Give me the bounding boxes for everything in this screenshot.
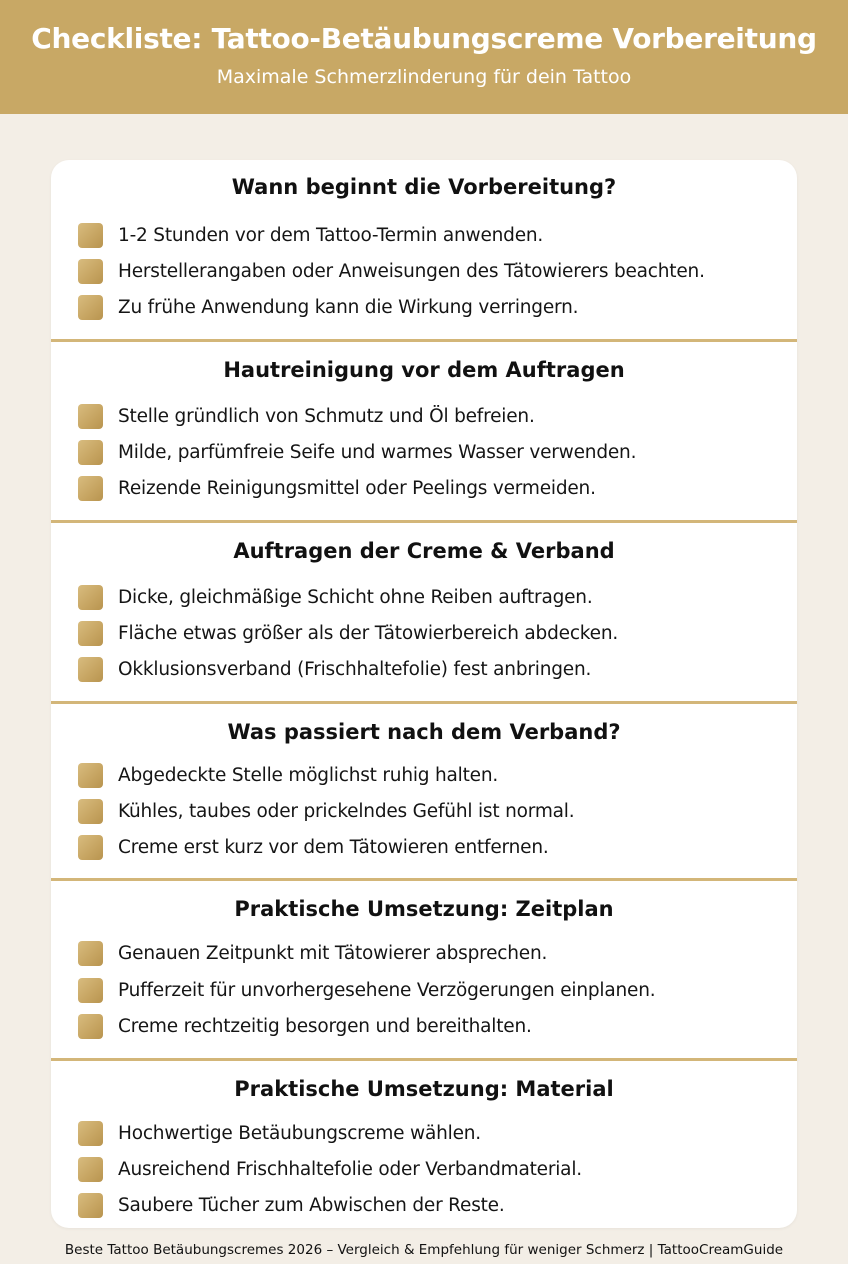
checkbox[interactable] [78, 978, 103, 1003]
checklist-item [78, 259, 778, 283]
section-divider [51, 1058, 797, 1061]
section-title: Hautreinigung vor dem Auftragen [223, 358, 625, 382]
checklist-item [78, 799, 778, 823]
checkbox[interactable] [78, 1121, 103, 1146]
checklist-item-label: Abgedeckte Stelle möglichst ruhig halten. [118, 764, 499, 786]
checklist-item [78, 1014, 778, 1038]
checklist-item-label: Zu frühe Anwendung kann die Wirkung verringern. [118, 296, 579, 318]
section-apply-cream [51, 524, 797, 702]
checklist-item-label: Creme erst kurz vor dem Tätowieren entfernen. [118, 836, 549, 858]
checkbox[interactable] [78, 476, 103, 501]
section-after-bandage [51, 705, 797, 878]
checklist-item [78, 1157, 778, 1181]
checklist-item-label: Creme rechtzeitig besorgen und bereithalten. [118, 1015, 532, 1037]
header-banner [0, 0, 848, 114]
checklist-item-label: 1-2 Stunden vor dem Tattoo-Termin anwenden. [118, 224, 544, 246]
checklist-item-label: Stelle gründlich von Schmutz und Öl befreien. [118, 405, 535, 427]
checklist-item-label: Dicke, gleichmäßige Schicht ohne Reiben auftragen. [118, 586, 593, 608]
section-title: Praktische Umsetzung: Material [234, 1077, 614, 1101]
section-divider [51, 878, 797, 881]
checkbox[interactable] [78, 941, 103, 966]
checkbox[interactable] [78, 259, 103, 284]
section-divider [51, 701, 797, 704]
checkbox[interactable] [78, 1193, 103, 1218]
checklist-item-label: Ausreichend Frischhaltefolie oder Verbandmaterial. [118, 1158, 582, 1180]
checklist-item-label: Milde, parfümfreie Seife und warmes Wasser verwenden. [118, 441, 637, 463]
checklist-item-label: Kühles, taubes oder prickelndes Gefühl ist normal. [118, 800, 575, 822]
checklist-item [78, 621, 778, 645]
checkbox[interactable] [78, 763, 103, 788]
checklist-item [78, 295, 778, 319]
checkbox[interactable] [78, 799, 103, 824]
checklist-item [78, 657, 778, 681]
checklist-item [78, 223, 778, 247]
checklist-item [78, 1121, 778, 1145]
checklist-item [78, 404, 778, 428]
checklist-item [78, 941, 778, 965]
checkbox[interactable] [78, 1014, 103, 1039]
section-title: Was passiert nach dem Verband? [227, 720, 621, 744]
section-preparation-timing [51, 160, 797, 340]
section-title: Praktische Umsetzung: Zeitplan [234, 897, 614, 921]
checklist-item [78, 585, 778, 609]
checkbox[interactable] [78, 835, 103, 860]
section-divider [51, 520, 797, 523]
page-subtitle: Maximale Schmerzlinderung für dein Tattoo [216, 66, 632, 88]
checklist-item-label: Herstellerangaben oder Anweisungen des Tätowierers beachten. [118, 260, 705, 282]
checklist-item-label: Okklusionsverband (Frischhaltefolie) fest anbringen. [118, 658, 592, 680]
checklist-item [78, 763, 778, 787]
section-title: Auftragen der Creme & Verband [233, 539, 615, 563]
page-title: Checkliste: Tattoo-Betäubungscreme Vorbereitung [31, 22, 817, 55]
footer-credit: Beste Tattoo Betäubungscremes 2026 – Vergleich & Empfehlung für weniger Schmerz | TattooCreamGuide [64, 1242, 784, 1258]
checkbox[interactable] [78, 295, 103, 320]
checklist-item [78, 476, 778, 500]
checklist-card [51, 160, 797, 1228]
checklist-item-label: Reizende Reinigungsmittel oder Peelings vermeiden. [118, 477, 596, 499]
checklist-item [78, 1193, 778, 1217]
section-schedule [51, 882, 797, 1058]
checkbox[interactable] [78, 621, 103, 646]
checkbox[interactable] [78, 1157, 103, 1182]
checklist-item-label: Pufferzeit für unvorhergesehene Verzögerungen einplanen. [118, 979, 656, 1001]
checklist-item-label: Fläche etwas größer als der Tätowierbereich abdecken. [118, 622, 619, 644]
section-skin-cleaning [51, 343, 797, 521]
checklist-item [78, 440, 778, 464]
checkbox[interactable] [78, 657, 103, 682]
checklist-item-label: Hochwertige Betäubungscreme wählen. [118, 1122, 481, 1144]
checklist-item [78, 835, 778, 859]
checkbox[interactable] [78, 585, 103, 610]
checklist-item [78, 978, 778, 1002]
checkbox[interactable] [78, 440, 103, 465]
section-title: Wann beginnt die Vorbereitung? [231, 175, 617, 199]
section-material [51, 1062, 797, 1228]
section-divider [51, 339, 797, 342]
checkbox[interactable] [78, 404, 103, 429]
checkbox[interactable] [78, 223, 103, 248]
checklist-item-label: Genauen Zeitpunkt mit Tätowierer absprechen. [118, 942, 548, 964]
checklist-item-label: Saubere Tücher zum Abwischen der Reste. [118, 1194, 505, 1216]
